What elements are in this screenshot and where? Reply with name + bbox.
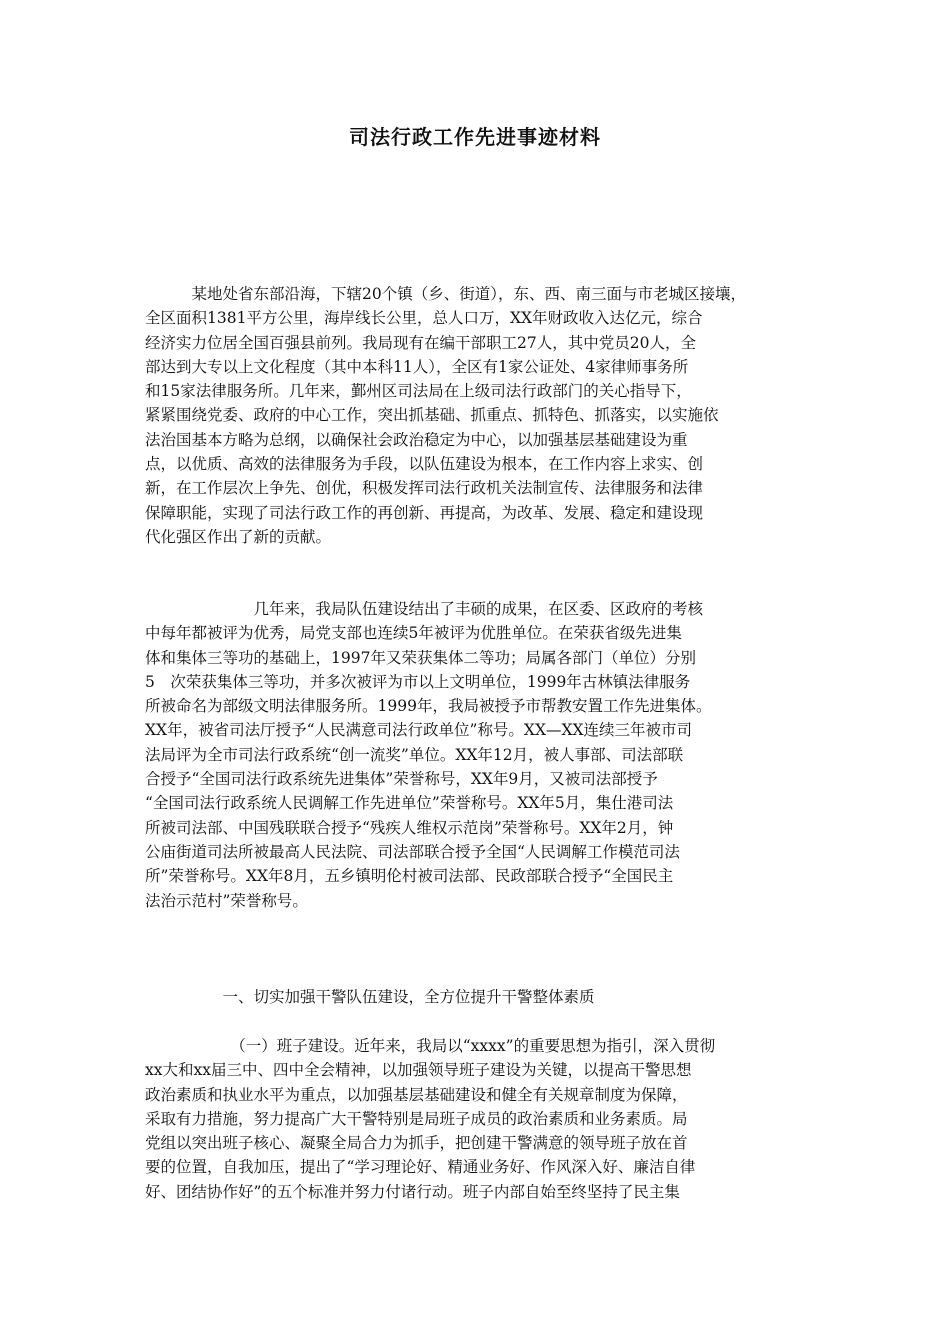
text-line: 所”荣誉称号。XX年8月，五乡镇明伦村被司法部、民政部联合授予“全国民主 bbox=[145, 867, 674, 886]
text-line: 采取有力措施，努力提高广大干警特别是局班子成员的政治素质和业务素质。局 bbox=[145, 1109, 688, 1128]
text-line: 党组以突出班子核心、凝聚全局合力为抓手，把创建干警满意的领导班子放在首 bbox=[145, 1134, 688, 1153]
text-line: 保障职能，实现了司法行政工作的再创新、再提高，为改革、发展、稳定和建设现 bbox=[145, 503, 704, 522]
text-line: 部达到大专以上文化程度（其中本科11人），全区有1家公证处、4家律师事务所 bbox=[145, 357, 689, 376]
paragraph-achievements bbox=[145, 597, 825, 913]
text-line: 5 次荣获集体三等功，并多次被评为市以上文明单位，1999年古林镇法律服务 bbox=[145, 672, 691, 691]
text-line: 某地处省东部沿海，下辖20个镇（乡、街道），东、西、南三面与市老城区接壤， bbox=[145, 285, 746, 303]
paragraph-overview bbox=[145, 282, 825, 549]
text-line: 点，以优质、高效的法律服务为手段，以队伍建设为根本，在工作内容上求实、创 bbox=[145, 455, 704, 474]
text-line: （一）班子建设。近年来，我局以“xxxx”的重要思想为指引，深入贯彻 bbox=[145, 1037, 716, 1055]
text-line: xx大和xx届三中、四中全会精神，以加强领导班子建设为关键，以提高干警思想 bbox=[145, 1061, 692, 1080]
text-line: 好、团结协作好”的五个标准并努力付诸行动。班子内部自始至终坚持了民主集 bbox=[145, 1182, 680, 1201]
text-line: 要的位置，自我加压，提出了“学习理论好、精通业务好、作风深入好、廉洁自律 bbox=[145, 1158, 696, 1177]
text-line: 经济实力位居全国百强县前列。我局现有在编干部职工27人，其中党员20人，全 bbox=[145, 333, 696, 352]
text-line: 政治素质和执业水平为重点，以加强基层基础建设和健全有关规章制度为保障， bbox=[145, 1085, 688, 1104]
text-line: 新，在工作层次上争先、创优，积极发挥司法行政机关法制宣传、法律服务和法律 bbox=[145, 479, 704, 498]
text-line: 全区面积1381平方公里，海岸线长公里，总人口万，XX年财政收入达亿元，综合 bbox=[145, 309, 703, 328]
text-line: 几年来，我局队伍建设结出了丰硕的成果，在区委、区政府的考核 bbox=[145, 600, 704, 618]
text-line: 法治示范村”荣誉称号。 bbox=[145, 891, 308, 910]
text-line: 所被司法部、中国残联联合授予“残疾人维权示范岗”荣誉称号。XX年2月，钟 bbox=[145, 818, 674, 837]
text-line: 法局评为全市司法行政系统“创一流奖”单位。XX年12月，被人事部、司法部联 bbox=[145, 745, 684, 764]
text-line: XX年，被省司法厅授予“人民满意司法行政单位”称号。XX—XX连续三年被市司 bbox=[145, 721, 693, 740]
text-line: 和15家法律服务所。几年来，鄞州区司法局在上级司法行政部门的关心指导下， bbox=[145, 382, 692, 401]
text-line: 所被命名为部级文明法律服务所。1999年，我局被授予市帮教安置工作先进集体。 bbox=[145, 697, 712, 716]
text-line: “全国司法行政系统人民调解工作先进单位”荣誉称号。XX年5月，集仕港司法 bbox=[145, 794, 674, 813]
text-line: 体和集体三等功的基础上，1997年又荣获集体二等功；局属各部门（单位）分别 bbox=[145, 648, 696, 667]
paragraph-team-building bbox=[145, 1034, 825, 1204]
text-line: 合授予“全国司法行政系统先进集体”荣誉称号，XX年9月，又被司法部授予 bbox=[145, 770, 658, 789]
text-line: 法治国基本方略为总纲，以确保社会政治稳定为中心，以加强基层基础建设为重 bbox=[145, 430, 688, 449]
text-line: 公庙街道司法所被最高人民法院、司法部联合授予全国“人民调解工作模范司法 bbox=[145, 842, 680, 861]
section-heading-text: 一、切实加强干警队伍建设，全方位提升干警整体素质 bbox=[145, 988, 595, 1006]
text-line: 中每年都被评为优秀，局党支部也连续5年被评为优胜单位。在荣获省级先进集 bbox=[145, 624, 682, 643]
text-line: 紧紧围绕党委、政府的中心工作，突出抓基础、抓重点、抓特色、抓落实，以实施依 bbox=[145, 406, 719, 425]
document-title: 司法行政工作先进事迹材料 bbox=[349, 125, 601, 149]
text-line: 代化强区作出了新的贡献。 bbox=[145, 527, 332, 546]
section-heading bbox=[145, 985, 825, 1009]
